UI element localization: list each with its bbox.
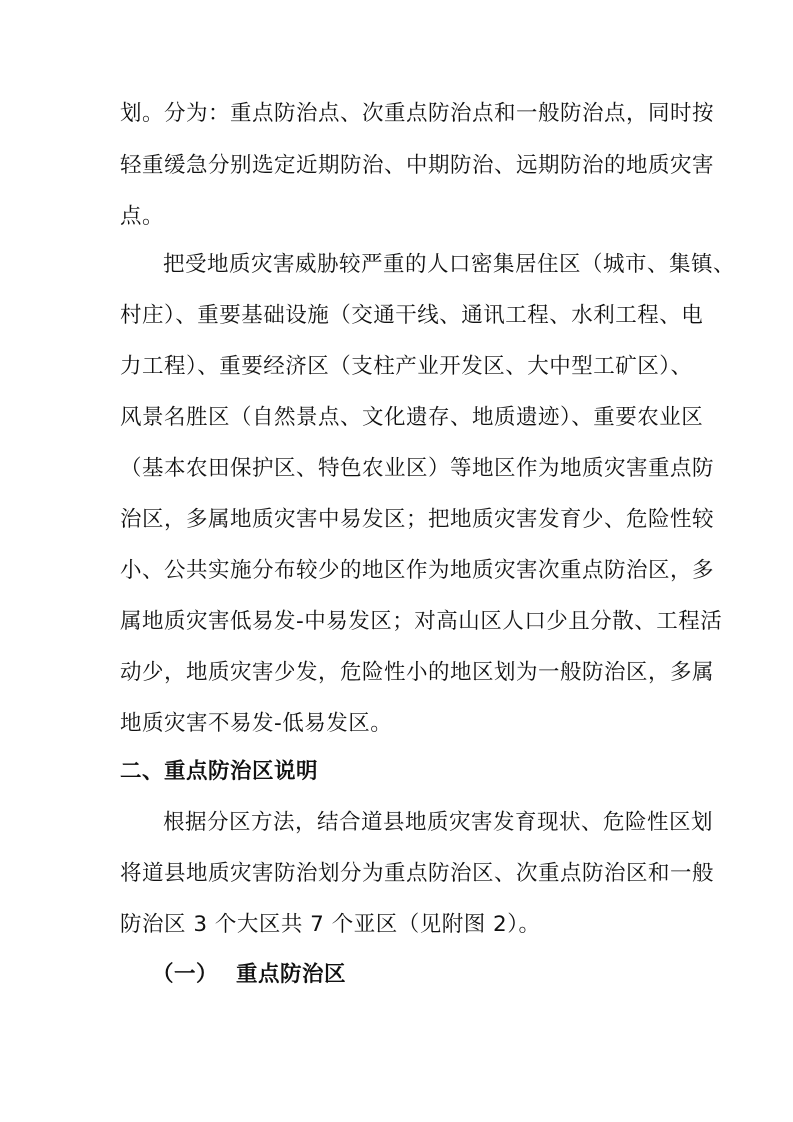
paragraph-line: 轻重缓急分别选定近期防治、中期防治、远期防治的地质灾害 [120, 153, 715, 178]
paragraph-line: 把受地质灾害威胁较严重的人口密集居住区（城市、集镇、 [163, 252, 736, 277]
subsection-title: 重点防治区 [236, 962, 347, 987]
subsection-heading [0, 957, 793, 993]
paragraph-line: 风景名胜区（自然景点、文化遗存、地质遗迹）、重要农业区 [120, 405, 704, 430]
paragraph-line: 防治区 3 个大区共 7 个亚区（见附图 2）。 [120, 912, 541, 937]
paragraph-line: 治区，多属地质灾害中易发区；把地质灾害发育少、危险性较 [120, 507, 715, 532]
paragraph-line: 划。分为：重点防治点、次重点防治点和一般防治点，同时按 [120, 101, 715, 126]
paragraph-line: （基本农田保护区、特色农业区）等地区作为地质灾害重点防 [120, 456, 715, 481]
paragraph-line: 动少，地质灾害少发，危险性小的地区划为一般防治区，多属 [120, 660, 715, 685]
section-heading: 二、重点防治区说明 [120, 759, 319, 784]
subsection-number: （一） [152, 962, 219, 987]
paragraph-line: 村庄）、重要基础设施（交通干线、通讯工程、水利工程、电 [120, 303, 704, 328]
paragraph-line: 将道县地质灾害防治划分为重点防治区、次重点防治区和一般 [120, 861, 715, 886]
paragraph-line: 属地质灾害低易发-中易发区；对高山区人口少且分散、工程活 [120, 609, 723, 634]
paragraph-line: 力工程）、重要经济区（支柱产业开发区、大中型工矿区）、 [120, 354, 693, 379]
paragraph-line: 小、公共实施分布较少的地区作为地质灾害次重点防治区，多 [120, 558, 715, 583]
paragraph-line: 点。 [120, 204, 165, 229]
paragraph-line: 根据分区方法，结合道县地质灾害发育现状、危险性区划 [163, 810, 714, 835]
paragraph-line: 地质灾害不易发-低易发区。 [120, 711, 393, 736]
